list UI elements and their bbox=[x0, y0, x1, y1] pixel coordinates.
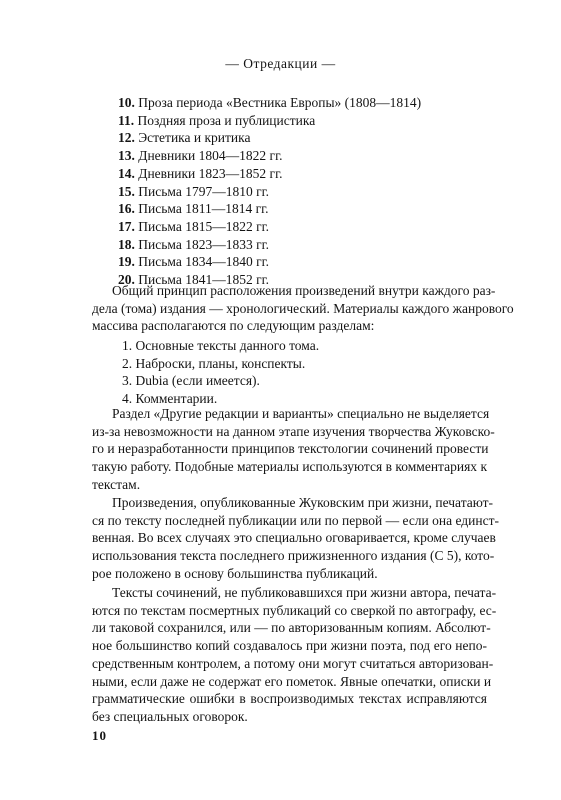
volume-title: Письма 1815—1822 гг. bbox=[138, 218, 269, 234]
text-line: ли таковой сохранился, или — по авторизованным копиям. Абсолют- bbox=[92, 620, 491, 636]
volume-title: Письма 1823—1833 гг. bbox=[138, 236, 269, 252]
text-line: ное большинство копий создавалось при жизни поэта, под его непо- bbox=[92, 638, 487, 654]
volume-title: Эстетика и критика bbox=[138, 130, 251, 146]
volume-number: 13. bbox=[118, 148, 135, 164]
text-line: текстам. bbox=[92, 476, 141, 492]
paragraph-variants bbox=[92, 405, 495, 494]
section-item: 2. Наброски, планы, конспекты. bbox=[122, 355, 306, 371]
text-line: рое положено в основу большинства публикаций. bbox=[92, 565, 378, 581]
text-line: использования текста последнего прижизненного издания (С 5), кото- bbox=[92, 548, 495, 564]
text-line: Общий принцип расположения произведений внутри каждого раз- bbox=[112, 283, 496, 298]
volume-item bbox=[118, 94, 421, 112]
text-line: грамматические ошибки в воспроизводимых текстах исправляются bbox=[92, 691, 487, 707]
volume-number: 16. bbox=[118, 201, 135, 217]
volume-number: 20. bbox=[118, 272, 135, 288]
volume-item bbox=[118, 218, 421, 236]
section-item: 4. Комментарии. bbox=[122, 391, 218, 407]
text-line: ются по текстам посмертных публикаций со сверкой по автографу, ес- bbox=[92, 602, 497, 618]
page-number: 10 bbox=[92, 728, 107, 743]
volume-item bbox=[118, 165, 421, 183]
text-line: го и неразработанности принципов текстологии сочинений провести bbox=[92, 441, 489, 457]
text-line: Тексты сочинений, не публиковавшихся при жизни автора, печата- bbox=[112, 585, 497, 600]
volume-number: 14. bbox=[118, 165, 135, 181]
volume-number: 15. bbox=[118, 183, 135, 199]
volume-item bbox=[118, 147, 421, 165]
volume-item bbox=[118, 129, 421, 147]
volume-title: Поздняя проза и публицистика bbox=[137, 112, 316, 128]
volume-title: Дневники 1804—1822 гг. bbox=[138, 148, 283, 164]
text-line: из-за невозможности на данном этапе изучения творчества Жуковско- bbox=[92, 423, 495, 439]
volume-number: 12. bbox=[118, 130, 135, 146]
running-head: — Отредакции — bbox=[225, 56, 336, 71]
text-line: средственным контролем, а потому они могут считаться авторизован- bbox=[92, 655, 494, 671]
volume-title: Письма 1841—1852 гг. bbox=[138, 272, 269, 288]
volume-item bbox=[118, 112, 421, 130]
paragraph-published-works bbox=[92, 494, 500, 583]
section-item: 3. Dubia (если имеется). bbox=[122, 373, 260, 389]
volume-title: Письма 1834—1840 гг. bbox=[138, 254, 269, 270]
volume-number: 17. bbox=[118, 218, 135, 234]
volume-list bbox=[118, 94, 421, 289]
text-line: массива располагаются по следующим разделам: bbox=[92, 318, 375, 334]
volume-number: 11. bbox=[118, 112, 135, 128]
section-item: 1. Основные тексты данного тома. bbox=[122, 338, 320, 353]
volume-number: 18. bbox=[118, 236, 135, 252]
section-list bbox=[122, 337, 319, 408]
volume-title: Письма 1797—1810 гг. bbox=[138, 183, 269, 199]
text-line: ся по тексту последней публикации или по первой — если она единст- bbox=[92, 512, 500, 528]
text-line: дела (тома) издания — хронологический. Материалы каждого жанрового bbox=[92, 300, 514, 316]
paragraph-arrangement-principle bbox=[92, 282, 514, 335]
volume-item bbox=[118, 236, 421, 254]
volume-item bbox=[118, 253, 421, 271]
volume-title: Дневники 1823—1852 гг. bbox=[138, 165, 283, 181]
text-line: без специальных оговорок. bbox=[92, 708, 248, 724]
volume-item bbox=[118, 183, 421, 201]
volume-item bbox=[118, 200, 421, 218]
volume-title: Проза периода «Вестника Европы» (1808—1814) bbox=[138, 95, 422, 110]
text-line: Раздел «Другие редакции и варианты» специально не выделяется bbox=[112, 406, 490, 421]
text-line: такую работу. Подобные материалы используются в комментариях к bbox=[92, 459, 487, 475]
text-line: ными, если даже не содержат его пометок. Явные опечатки, описки и bbox=[92, 673, 492, 689]
paragraph-unpublished-works bbox=[92, 584, 497, 726]
volume-number: 10. bbox=[118, 95, 135, 110]
volume-number: 19. bbox=[118, 254, 135, 270]
text-line: Произведения, опубликованные Жуковским при жизни, печатают- bbox=[112, 495, 494, 510]
volume-title: Письма 1811—1814 гг. bbox=[138, 201, 269, 217]
text-line: венная. Во всех случаях это специально оговаривается, кроме случаев bbox=[92, 530, 496, 546]
